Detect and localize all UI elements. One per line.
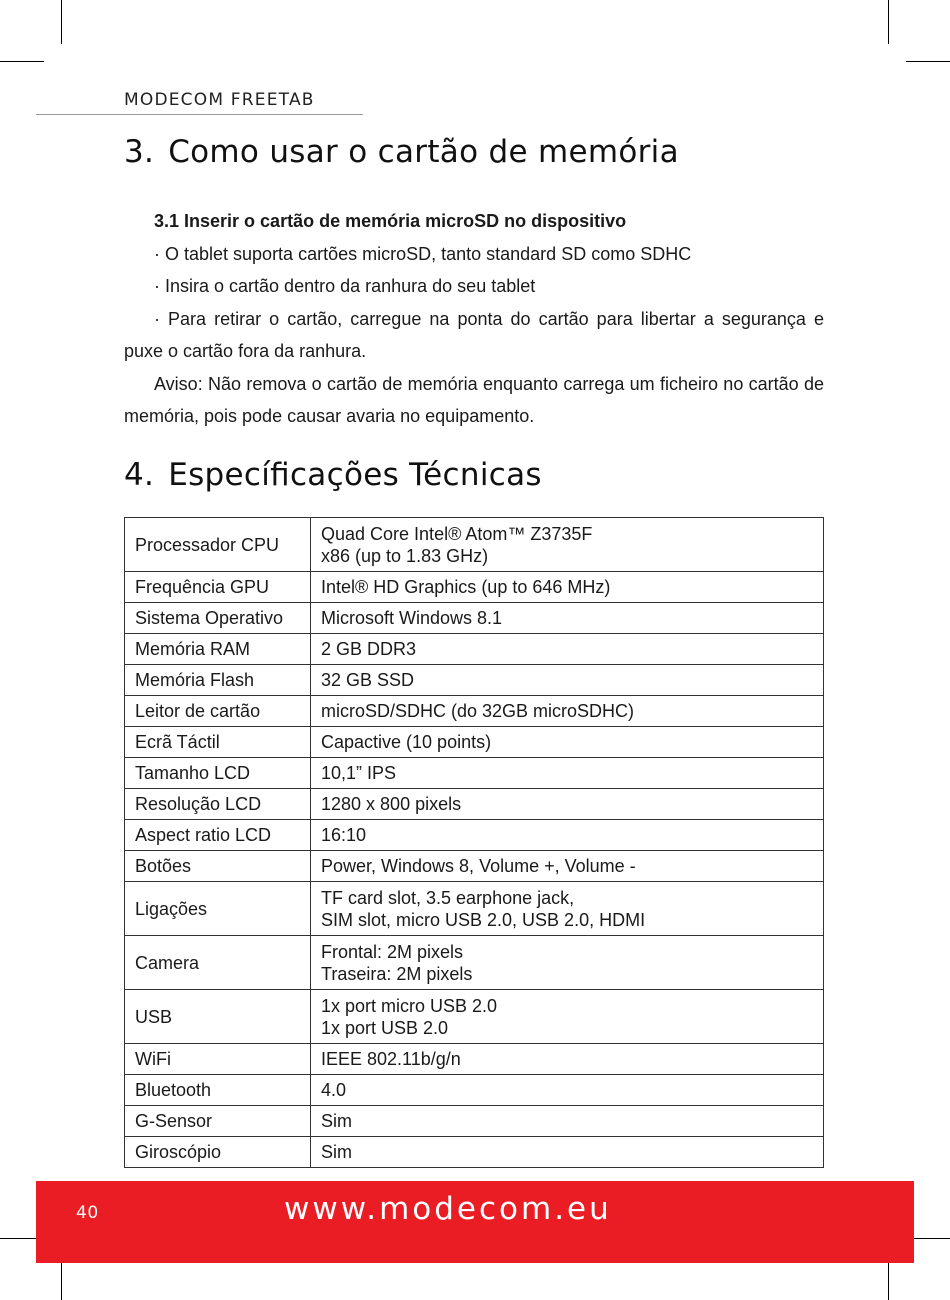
spec-value-line: 32 GB SSD (321, 670, 415, 690)
crop-mark (906, 61, 950, 62)
spec-value (311, 820, 824, 851)
subsection-title: 3.1 Inserir o cartão de memória microSD no dispositivo (154, 211, 627, 231)
spec-value (311, 665, 824, 696)
table-row (125, 990, 824, 1044)
spec-value (311, 727, 824, 758)
spec-value-line: IEEE 802.11b/g/n (321, 1049, 461, 1069)
spec-value (311, 990, 824, 1044)
spec-value (311, 789, 824, 820)
table-row (125, 572, 824, 603)
section-4-heading (124, 457, 542, 493)
paragraph: · Insira o cartão dentro da ranhura do seu tablet (154, 276, 536, 296)
crop-mark (61, 0, 62, 44)
section-3-body (124, 205, 824, 433)
spec-label: G-Sensor (125, 1106, 311, 1137)
spec-value-line: Sim (321, 1111, 352, 1131)
table-row (125, 936, 824, 990)
spec-value (311, 1044, 824, 1075)
paragraph: · Para retirar o cartão, carregue na ponta do cartão para libertar a segurança e puxe o cartão fora da ranhura. (124, 308, 824, 361)
table-row (125, 665, 824, 696)
spec-value (311, 851, 824, 882)
spec-label: Processador CPU (125, 518, 311, 572)
section-3-heading (124, 134, 679, 170)
table-row (125, 634, 824, 665)
spec-value-line: 2 GB DDR3 (321, 639, 417, 659)
table-row (125, 851, 824, 882)
spec-value-line: TF card slot, 3.5 earphone jack, (321, 887, 575, 908)
page-number: 40 (76, 1203, 99, 1223)
spec-label: Camera (125, 936, 311, 990)
website-link[interactable]: www.modecom.eu (284, 1191, 612, 1227)
spec-label: Bluetooth (125, 1075, 311, 1106)
table-row (125, 1137, 824, 1168)
spec-label: Aspect ratio LCD (125, 820, 311, 851)
spec-value-line: x86 (up to 1.83 GHz) (321, 545, 489, 566)
table-row (125, 1075, 824, 1106)
table-row (125, 789, 824, 820)
section-title: Como usar o cartão de memória (168, 134, 679, 170)
spec-value (311, 634, 824, 665)
spec-label: Resolução LCD (125, 789, 311, 820)
table-row (125, 603, 824, 634)
table-row (125, 518, 824, 572)
spec-value (311, 1137, 824, 1168)
table-row (125, 882, 824, 936)
table-row (125, 727, 824, 758)
spec-value-line: Microsoft Windows 8.1 (321, 608, 503, 628)
specs-table (124, 517, 824, 1168)
spec-label: WiFi (125, 1044, 311, 1075)
spec-label: Ecrã Táctil (125, 727, 311, 758)
table-row (125, 758, 824, 789)
spec-value-line: 1280 x 800 pixels (321, 794, 462, 814)
spec-value-line: Traseira: 2M pixels (321, 963, 473, 984)
footer-bar (36, 1181, 914, 1263)
spec-value (311, 1075, 824, 1106)
table-row (125, 1106, 824, 1137)
spec-label: Ligações (125, 882, 311, 936)
table-row (125, 696, 824, 727)
spec-value-line: Capactive (10 points) (321, 732, 492, 752)
spec-value (311, 572, 824, 603)
spec-value-line: 1x port micro USB 2.0 (321, 995, 498, 1016)
spec-value-line: 4.0 (321, 1080, 347, 1100)
spec-label: Leitor de cartão (125, 696, 311, 727)
spec-value-line: Quad Core Intel® Atom™ Z3735F (321, 523, 593, 544)
spec-value-line: Frontal: 2M pixels (321, 941, 464, 962)
spec-label: Frequência GPU (125, 572, 311, 603)
spec-value (311, 758, 824, 789)
spec-label: Sistema Operativo (125, 603, 311, 634)
spec-value-line: Intel® HD Graphics (up to 646 MHz) (321, 577, 611, 597)
section-title: Especíﬁcações Técnicas (168, 457, 542, 493)
spec-label: Tamanho LCD (125, 758, 311, 789)
spec-value-line: 10,1” IPS (321, 763, 397, 783)
paragraph: · O tablet suporta cartões microSD, tanto standard SD como SDHC (154, 243, 692, 264)
table-row (125, 1044, 824, 1075)
table-row (125, 820, 824, 851)
spec-label: Memória Flash (125, 665, 311, 696)
spec-label: Botões (125, 851, 311, 882)
spec-value-line: 16:10 (321, 825, 367, 845)
spec-value-line: SIM slot, micro USB 2.0, USB 2.0, HDMI (321, 909, 646, 930)
spec-label: Giroscópio (125, 1137, 311, 1168)
section-number: 4. (124, 457, 155, 493)
spec-value (311, 603, 824, 634)
spec-value (311, 882, 824, 936)
crop-mark (888, 0, 889, 44)
running-header: MODECOM FREETAB (124, 90, 315, 110)
spec-value-line: Power, Windows 8, Volume +, Volume - (321, 856, 636, 876)
paragraph: Aviso: Não remova o cartão de memória enquanto carrega um ficheiro no cartão de memória, pois pode causar avaria no equipamento. (124, 373, 824, 426)
spec-value-line: Sim (321, 1142, 352, 1162)
spec-value (311, 936, 824, 990)
spec-value (311, 1106, 824, 1137)
spec-value-line: 1x port USB 2.0 (321, 1017, 449, 1038)
spec-value-line: microSD/SDHC (do 32GB microSDHC) (321, 701, 635, 721)
spec-value (311, 696, 824, 727)
spec-value (311, 518, 824, 572)
spec-label: USB (125, 990, 311, 1044)
header-rule (36, 114, 363, 115)
crop-mark (0, 61, 44, 62)
section-number: 3. (124, 134, 155, 170)
spec-label: Memória RAM (125, 634, 311, 665)
